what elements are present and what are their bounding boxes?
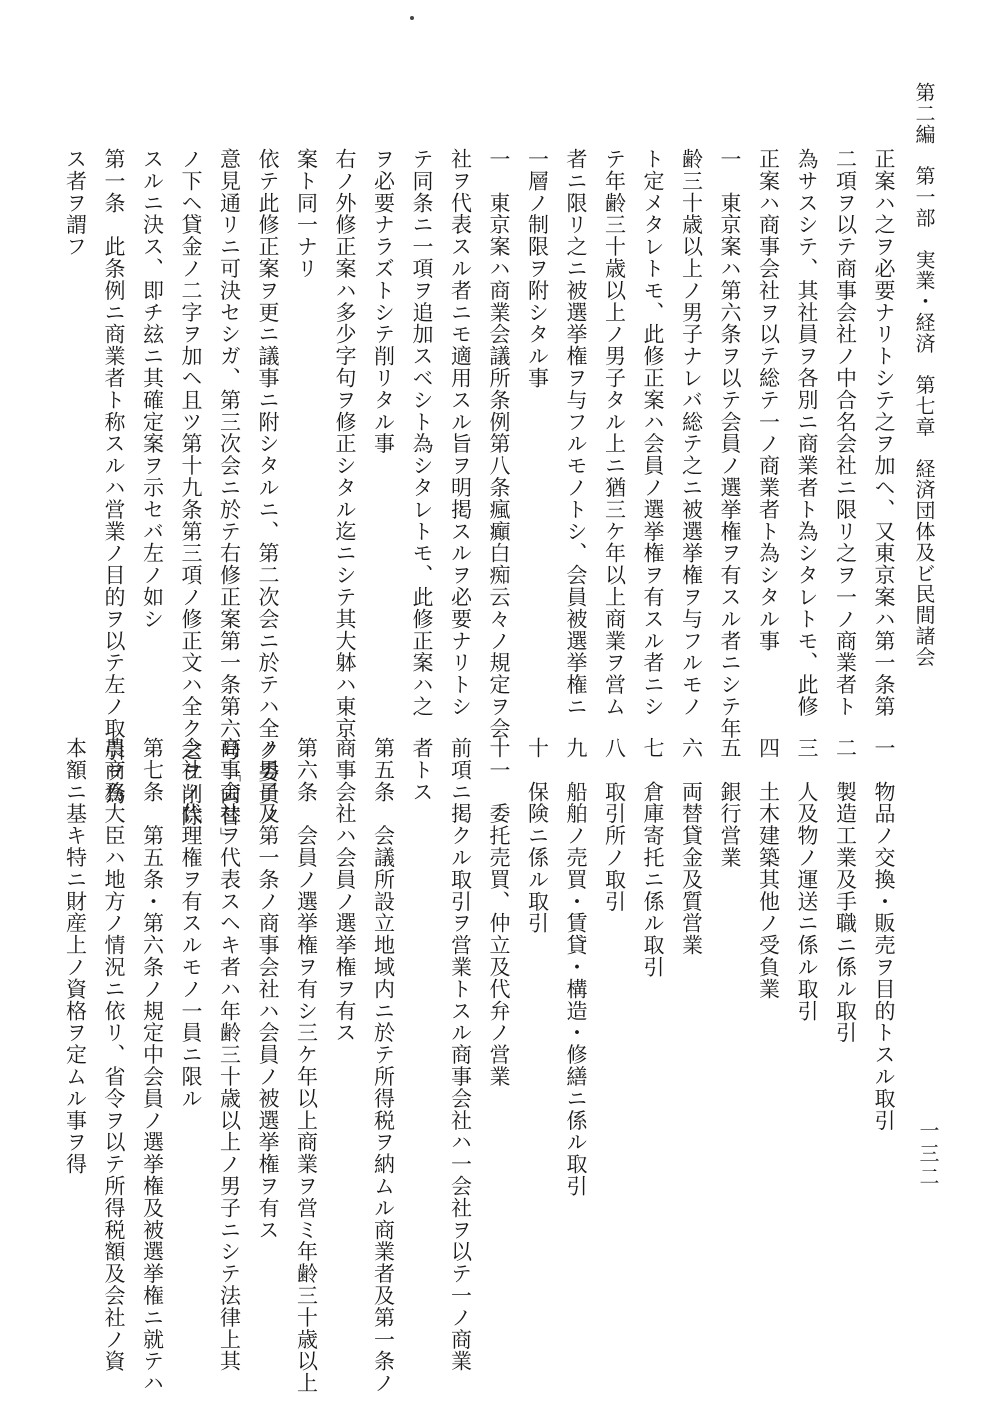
text-line: 一 東京案ハ商業会議所条例第八条瘋癲白痴云々ノ規定ヲ会 <box>487 148 511 740</box>
text-line: 齢三十歳以上ノ男子ナレバ総テ之ニ被選挙権ヲ与フルモノ <box>679 148 704 718</box>
text-line: 十 保険ニ係ル取引 <box>525 737 550 935</box>
text-line: 八 取引所ノ取引 <box>602 737 627 913</box>
text-line: ヲ必要ナラズトシテ削リタル事 <box>371 148 396 455</box>
text-line: 正案ハ之ヲ必要ナリトシテ之ヲ加ヘ、又東京案ハ第一条第 <box>872 148 896 718</box>
text-line: 者ニ限リ之ニ被選挙権ヲ与フルモノトシ、会員被選挙権ニ <box>564 148 588 718</box>
text-line: 依テ此修正案ヲ更ニ議事ニ附シタルニ、第二次会ニ於テハ全ク委員ノ <box>256 148 280 827</box>
header-text: 第二編 第一部 実業・経済 第七章 経済団体及ビ民間諸会 <box>912 82 936 668</box>
text-line: 前項ニ掲クル取引ヲ営業トスル商事会社ハ一会社ヲ以テ一ノ商業 <box>448 737 473 1373</box>
running-header <box>905 82 943 682</box>
text-line: 四 土木建築其他ノ受負業 <box>756 737 781 1000</box>
text-line: 本額ニ基キ特ニ財産上ノ資格ヲ定ムル事ヲ得 <box>63 737 88 1175</box>
text-line: 十一 委托売買、仲立及代弁ノ営業 <box>487 737 511 1088</box>
text-line: 商事会社ハ会員ノ選挙権ヲ有ス <box>333 737 357 1044</box>
text-line: テ年齢三十歳以上ノ男子タル上ニ猶三ケ年以上商業ヲ営ム <box>602 148 627 718</box>
text-line: 会社ノ代理権ヲ有スルモノ一員ニ限ル <box>179 737 203 1110</box>
text-line: 一 東京案ハ第六条ヲ以テ会員ノ選挙権ヲ有スル者ニシテ年 <box>718 148 742 740</box>
text-line: 七 倉庫寄托ニ係ル取引 <box>641 737 665 978</box>
text-line: 案ト同一ナリ <box>294 148 319 280</box>
text-line: 者トス <box>410 737 434 803</box>
text-line: 社ヲ代表スル者ニモ適用スル旨ヲ明掲スルヲ必要ナリトシ <box>448 148 473 718</box>
page-number: 一三二 <box>916 1120 940 1189</box>
text-line: 一 物品ノ交換・販売ヲ目的トスル取引 <box>872 737 896 1132</box>
lower-text-block <box>56 737 903 1394</box>
text-line: 商事会社ヲ代表スヘキ者ハ年齢三十歳以上ノ男子ニシテ法律上其 <box>217 737 242 1373</box>
text-line: 三 人及物ノ運送ニ係ル取引 <box>795 737 819 1022</box>
text-line: 農商務大臣ハ地方ノ情況ニ依リ、省令ヲ以テ所得税額及会社ノ資 <box>102 737 126 1373</box>
text-line: ト定メタレトモ、此修正案ハ会員ノ選挙権ヲ有スル者ニシ <box>641 148 665 718</box>
text-line: 第六条 会員ノ選挙権ヲ有シ三ケ年以上商業ヲ営ミ年齢三十歳以上 <box>294 737 319 1394</box>
text-line: 為サスシテ、其社員ヲ各別ニ商業者ト為シタレトモ、此修 <box>795 148 819 718</box>
scan-speck <box>410 16 414 20</box>
text-line: 九 船舶ノ売買・賃貸・構造・修繕ニ係ル取引 <box>564 737 588 1197</box>
text-line: ス者ヲ謂フ <box>63 148 88 258</box>
text-line: 意見通リニ可決セシガ、第三次会ニ於テ右修正案第一条第六号「両替」 <box>217 148 242 849</box>
text-line: 第一条 此条例ニ商業者ト称スルハ営業ノ目的ヲ以テ左ノ取引ヲ為 <box>102 148 126 805</box>
text-line: 正案ハ商事会社ヲ以テ総テ一ノ商業者ト為シタル事 <box>756 148 781 652</box>
text-line: スルニ決ス、即チ玆ニ其確定案ヲ示セバ左ノ如シ <box>140 148 165 630</box>
text-line: ノ下ヘ貸金ノ二字ヲ加ヘ且ツ第十九条第三項ノ修正文ハ全ク之ヲ削除 <box>179 148 203 827</box>
text-line: 六 両替貸金及質営業 <box>679 737 704 956</box>
text-line: 第七条 第五条・第六条ノ規定中会員ノ選挙権及被選挙権ニ就テハ <box>140 737 165 1394</box>
text-line: テ同条ニ一項ヲ追加スベシト為シタレトモ、此修正案ハ之 <box>410 148 434 718</box>
text-line: ノ男子及第一条ノ商事会社ハ会員ノ被選挙権ヲ有ス <box>256 737 280 1241</box>
text-line: 五 銀行営業 <box>718 737 742 869</box>
text-line: 二項ヲ以テ商事会社ノ中合名会社ニ限リ之ヲ一ノ商業者ト <box>833 148 858 718</box>
text-line: 二 製造工業及手職ニ係ル取引 <box>833 737 858 1044</box>
text-line: 右ノ外修正案ハ多少字句ヲ修正シタル迄ニシテ其大躰ハ東京 <box>333 148 357 740</box>
text-line: 一層ノ制限ヲ附シタル事 <box>525 148 550 389</box>
text-line: 第五条 会議所設立地域内ニ於テ所得税ヲ納ムル商業者及第一条ノ <box>371 737 396 1394</box>
